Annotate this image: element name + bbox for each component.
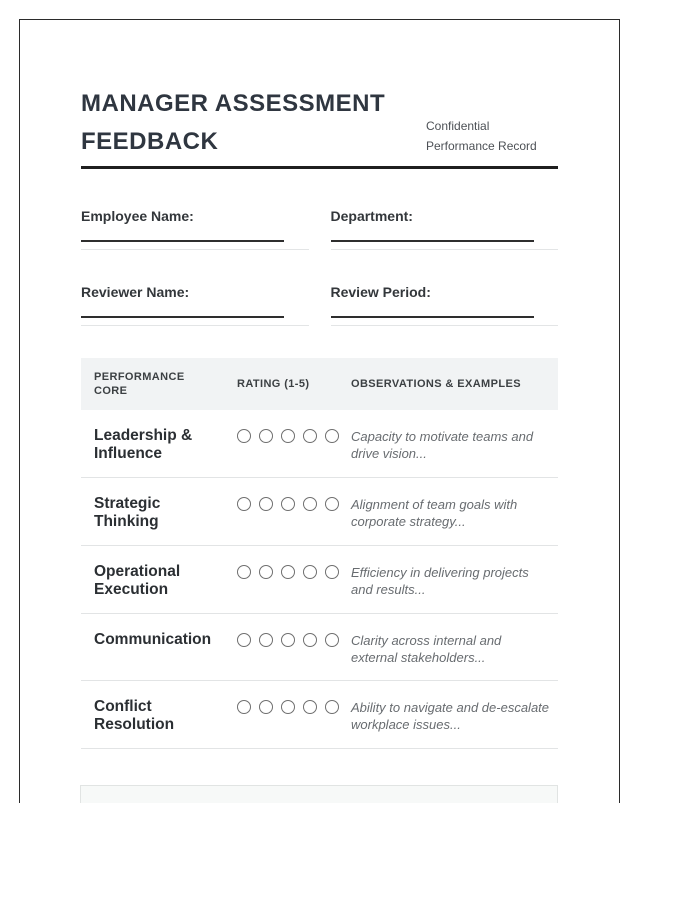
rating-radio-3[interactable] — [281, 429, 295, 443]
observation-text: Clarity across internal and external stakeholders... — [351, 633, 502, 665]
assessment-table — [81, 358, 558, 749]
confidential-label: Confidential — [426, 119, 490, 133]
category-label: Strategic Thinking — [94, 495, 161, 530]
category-label: Communication — [94, 631, 212, 648]
rating-radio-1[interactable] — [237, 565, 251, 579]
rating-radio-2[interactable] — [259, 497, 273, 511]
employee-name-label: Employee Name: — [81, 208, 194, 224]
comments-box[interactable] — [80, 785, 558, 803]
performance-record-label: Performance Record — [426, 139, 537, 153]
table-row-communication — [81, 614, 558, 681]
column-header-rating: RATING (1-5) — [237, 378, 310, 390]
review-period-input[interactable] — [331, 316, 534, 318]
category-label: Conflict Resolution — [94, 698, 175, 733]
rating-radio-5[interactable] — [325, 497, 339, 511]
rating-radio-3[interactable] — [281, 565, 295, 579]
form-fields — [81, 207, 558, 326]
rating-radio-3[interactable] — [281, 497, 295, 511]
rating-radio-group — [237, 429, 351, 443]
observation-text: Alignment of team goals with corporate strategy... — [351, 497, 518, 529]
column-header-observations: OBSERVATIONS & EXAMPLES — [351, 378, 521, 390]
observation-text: Ability to navigate and de-escalate workplace issues... — [351, 700, 550, 732]
rating-radio-3[interactable] — [281, 700, 295, 714]
rating-radio-2[interactable] — [259, 429, 273, 443]
rating-radio-1[interactable] — [237, 633, 251, 647]
rating-radio-group — [237, 497, 351, 511]
rating-radio-4[interactable] — [303, 497, 317, 511]
document-page — [19, 19, 620, 803]
rating-radio-4[interactable] — [303, 429, 317, 443]
title-divider-rule — [81, 166, 558, 169]
page-title-line2: FEEDBACK — [81, 128, 219, 155]
page-title-line1: MANAGER ASSESSMENT — [81, 90, 386, 117]
table-row-operational — [81, 546, 558, 614]
rating-radio-group — [237, 565, 351, 579]
rating-radio-4[interactable] — [303, 565, 317, 579]
column-header-performance-core: PERFORMANCE CORE — [94, 371, 185, 397]
employee-name-input[interactable] — [81, 240, 284, 242]
rating-radio-4[interactable] — [303, 700, 317, 714]
table-row-leadership — [81, 410, 558, 478]
field-department — [331, 207, 559, 250]
confidential-note — [426, 116, 537, 156]
rating-radio-3[interactable] — [281, 633, 295, 647]
reviewer-name-input[interactable] — [81, 316, 284, 318]
rating-radio-5[interactable] — [325, 565, 339, 579]
rating-radio-5[interactable] — [325, 633, 339, 647]
rating-radio-2[interactable] — [259, 633, 273, 647]
category-label: Operational Execution — [94, 563, 181, 598]
rating-radio-5[interactable] — [325, 429, 339, 443]
rating-radio-4[interactable] — [303, 633, 317, 647]
rating-radio-group — [237, 700, 351, 714]
department-input[interactable] — [331, 240, 534, 242]
document-header — [81, 85, 558, 161]
observation-text: Capacity to motivate teams and drive vision... — [351, 429, 534, 461]
field-reviewer-name — [81, 283, 309, 326]
reviewer-name-label: Reviewer Name: — [81, 284, 190, 300]
table-row-strategic — [81, 478, 558, 546]
category-label: Leadership & Influence — [94, 427, 193, 462]
review-period-label: Review Period: — [330, 284, 431, 300]
rating-radio-2[interactable] — [259, 700, 273, 714]
rating-radio-1[interactable] — [237, 497, 251, 511]
field-employee-name — [81, 207, 309, 250]
table-row-conflict — [81, 681, 558, 749]
rating-radio-2[interactable] — [259, 565, 273, 579]
rating-radio-group — [237, 633, 351, 647]
field-review-period — [331, 283, 559, 326]
rating-radio-1[interactable] — [237, 700, 251, 714]
table-header-row — [81, 358, 558, 410]
rating-radio-5[interactable] — [325, 700, 339, 714]
rating-radio-1[interactable] — [237, 429, 251, 443]
observation-text: Efficiency in delivering projects and results... — [351, 565, 529, 597]
department-label: Department: — [330, 208, 413, 224]
